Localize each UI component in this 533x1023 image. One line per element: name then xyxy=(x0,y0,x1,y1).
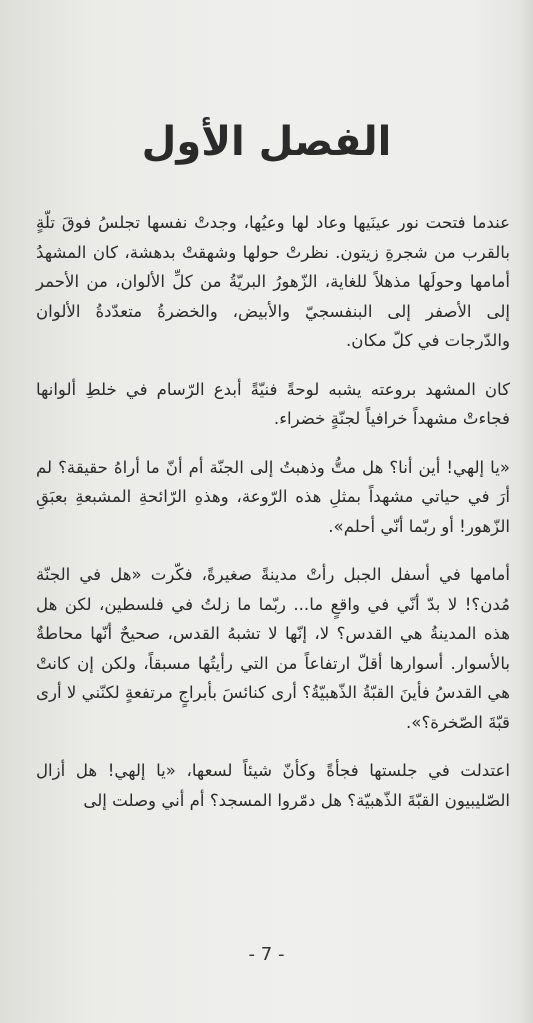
chapter-title: الفصل الأول xyxy=(141,119,392,165)
paragraph-3: «يا إلهي! أين أنا؟ هل متُّ وذهبتُ إلى الجنّة أم أنّ ما أراهُ حقيقة؟ لم أرَ في حياتي مشهداً بمثلِ هذه الرّوعة، وهذهِ الرّائحةِ المشبعةِ بعبَقِ الزّهور! أو ربّما أنّي أحلم». xyxy=(36,457,510,536)
paragraph-2: كان المشهد بروعته يشبه لوحةً فنيّةً أبدع الرّسام في خلطِ ألوانها فجاءتْ مشهداً خرافياً لجنّةٍ خضراء. xyxy=(36,379,510,428)
page-number: - 7 - xyxy=(248,944,285,965)
paragraph-5: اعتدلت في جلستها فجأةً وكأنّ شيئاً لسعها، «يا إلهي! هل أزال الصّليبيون القبّةَ الذّهبيّة؟ هل دمّروا المسجد؟ أم أني وصلت إلى xyxy=(36,761,510,810)
chapter-body xyxy=(36,208,510,834)
paragraph-1: عندما فتحت نور عينَيها وعاد لها وعيُها، وجدتْ نفسها تجلسُ فوقَ تلّةٍ بالقرب من شجرةِ زيتون. نظرتْ حولها وشهقتْ بدهشة، كان المشهدُ أمامها وحولَها مذهلاً للغاية، الزّهورُ البريّةُ من كلِّ الألوان، من الأحمر إلى الأصفر إلى البنفسجيّ والأبيض، والخضرةُ متعدّدةُ الألوان والدّرجات في كلّ مكان. xyxy=(36,213,510,350)
paragraph-4: أمامها في أسفل الجبل رأتْ مدينةً صغيرةً، فكّرت «هل في الجنّة مُدن؟! لا بدّ أنّي في واقعٍ ما... ربّما ما زلتُ في فلسطين، لكن هل هذه المدينةُ هي القدس؟ لا، إنّها لا تشبهُ القدس، صحيحٌ أنّها محاطةٌ بالأسوار. أسوارها أقلّ ارتفاعاً من التي رأيتُها مسبقاً، ولكن إن كانتْ هي القدسُ فأينَ القبّةُ الذّهبيّةُ؟ أرى كنائسَ بأبراجٍ مرتفعةٍ لكنّني لا أرى قبّةَ الصّخرة؟». xyxy=(36,565,510,732)
